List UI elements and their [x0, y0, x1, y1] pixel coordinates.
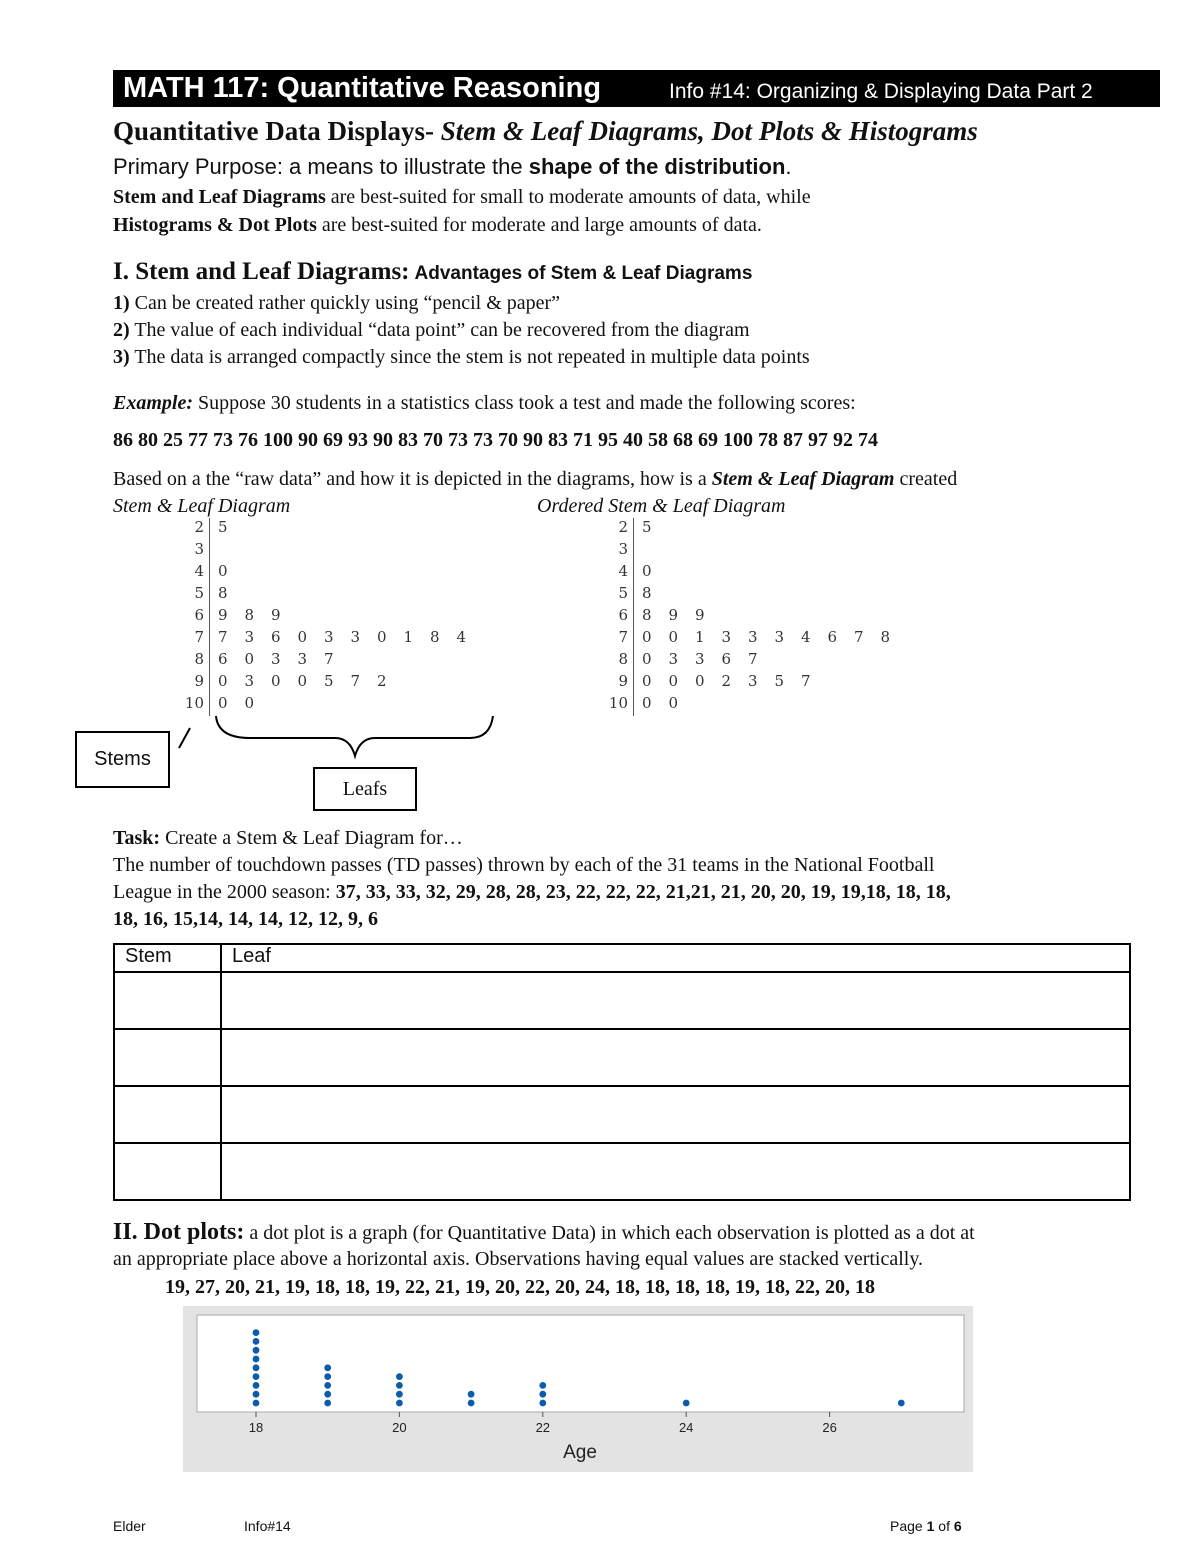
- stem-value: 3: [618, 540, 628, 558]
- stem-value: 5: [194, 584, 204, 602]
- x-tick-label: 26: [822, 1420, 837, 1435]
- suited1-bold: Stem and Leaf Diagrams: [113, 186, 326, 208]
- section1-title: I. Stem and Leaf Diagrams:: [113, 258, 410, 285]
- leaf-cell[interactable]: [221, 1143, 1130, 1200]
- leaf-cell[interactable]: [221, 1029, 1130, 1086]
- footer-page-number: 1: [926, 1518, 935, 1534]
- dot-point: [253, 1364, 260, 1371]
- dot-point: [539, 1400, 546, 1407]
- dot-point: [253, 1329, 260, 1336]
- leaf-value: 9: [271, 606, 281, 624]
- advantage-num: 3): [113, 346, 130, 368]
- stem-divider: [633, 518, 634, 716]
- leaf-value: 6: [827, 628, 838, 646]
- leaf-value: 3: [244, 628, 255, 646]
- x-axis-label: Age: [563, 1442, 597, 1463]
- stem-value: 4: [194, 562, 204, 580]
- leaf-value: 8: [218, 584, 228, 602]
- dot-point: [253, 1400, 260, 1407]
- leaf-value: 0: [668, 672, 679, 690]
- callout-graphics: [170, 710, 500, 770]
- leaf-value: 3: [324, 628, 334, 646]
- leafs-callout: Leafs: [313, 767, 417, 811]
- example-text: Suppose 30 students in a statistics class took a test and made the following scores:: [198, 392, 856, 414]
- ordered-stem-leaf-diagram: [592, 518, 932, 718]
- footer-author: Elder: [113, 1518, 146, 1534]
- leaf-value: 8: [642, 606, 652, 624]
- suited-line-2: [113, 214, 762, 237]
- stem-value: 7: [194, 628, 204, 646]
- dotplot-data: 19, 27, 20, 21, 19, 18, 18, 19, 22, 21, 19, 20, 22, 20, 24, 18, 18, 18, 18, 19, 18, 22, 20, 18: [165, 1276, 875, 1298]
- task-line3-prefix: League in the 2000 season:: [113, 881, 331, 903]
- footer-page-total: 6: [953, 1518, 962, 1534]
- purpose-prefix: Primary Purpose: a means to illustrate the: [113, 154, 523, 179]
- advantage-2: [113, 319, 750, 342]
- leaf-value: 0: [244, 694, 255, 712]
- stem-value: 6: [194, 606, 204, 624]
- purpose-line: [113, 154, 792, 180]
- stem-value: 4: [618, 562, 628, 580]
- leaf-value: 0: [218, 672, 228, 690]
- leaf-value: 9: [668, 606, 679, 624]
- leaf-value: 3: [748, 628, 758, 646]
- leaf-cell[interactable]: [221, 972, 1130, 1029]
- task-line: [113, 827, 463, 850]
- task-line-4: 18, 16, 15,14, 14, 14, 12, 12, 9, 6: [113, 908, 378, 930]
- leaf-value: 1: [403, 628, 414, 646]
- leaf-value: 8: [880, 628, 891, 646]
- leaf-values: [218, 562, 245, 580]
- dot-point: [253, 1391, 260, 1398]
- leaf-value: 0: [642, 694, 652, 712]
- dot-point: [396, 1373, 403, 1380]
- leaf-value: 3: [668, 650, 679, 668]
- leaf-values: [642, 650, 775, 668]
- leaf-value: 0: [218, 694, 228, 712]
- leaf-value: 0: [642, 562, 652, 580]
- dot-point: [253, 1373, 260, 1380]
- suited2-rest: are best-suited for moderate and large amounts of data.: [321, 214, 762, 236]
- dot-point: [396, 1400, 403, 1407]
- dot-point: [539, 1391, 546, 1398]
- dot-point: [324, 1382, 331, 1389]
- leaf-value: 9: [695, 606, 705, 624]
- leaf-value: 8: [430, 628, 440, 646]
- leaf-value: 3: [695, 650, 705, 668]
- leaf-value: 7: [218, 628, 228, 646]
- leaf-value: 3: [350, 628, 361, 646]
- dot-point: [253, 1382, 260, 1389]
- section1-subtitle: Advantages of Stem & Leaf Diagrams: [414, 263, 753, 284]
- leaf-value: 5: [774, 672, 785, 690]
- title-sub: Stem & Leaf Diagrams, Dot Plots & Histograms: [440, 116, 978, 146]
- section2-text: a dot plot is a graph (for Quantitative Data) in which each observation is plotted as a dot at: [249, 1222, 975, 1244]
- leaf-value: 0: [271, 672, 281, 690]
- leaf-values: [642, 518, 669, 536]
- title-main: Quantitative Data Displays-: [113, 116, 435, 146]
- stem-cell[interactable]: [114, 972, 221, 1029]
- dot-point: [898, 1400, 905, 1407]
- leaf-value: 1: [695, 628, 705, 646]
- leaf-value: 9: [218, 606, 228, 624]
- section2-line: [113, 1219, 975, 1246]
- stem-value: 6: [618, 606, 628, 624]
- stem-value: 2: [618, 518, 628, 536]
- dot-point: [468, 1391, 475, 1398]
- diagram2-title: Ordered Stem & Leaf Diagram: [537, 495, 786, 517]
- task-text: Create a Stem & Leaf Diagram for…: [165, 827, 463, 849]
- leaf-value: 3: [721, 628, 732, 646]
- leaf-value: 0: [642, 650, 652, 668]
- task-line-3: [113, 881, 951, 904]
- leaf-value: 3: [297, 650, 308, 668]
- table-header-leaf: Leaf: [221, 944, 1130, 972]
- advantage-1: [113, 292, 560, 315]
- dot-point: [324, 1391, 331, 1398]
- advantage-text: Can be created rather quickly using “pencil & paper”: [134, 292, 561, 314]
- page-title: [113, 116, 978, 147]
- footer-page-prefix: Page: [890, 1518, 923, 1534]
- header-bar: [113, 70, 1160, 107]
- stem-cell[interactable]: [114, 1029, 221, 1086]
- table-header-stem: Stem: [114, 944, 221, 972]
- dot-point: [253, 1347, 260, 1354]
- leaf-value: 6: [721, 650, 732, 668]
- based-bold: Stem & Leaf Diagram: [711, 468, 895, 490]
- leaf-value: 0: [642, 672, 652, 690]
- leaf-values: [642, 694, 695, 712]
- leaf-values: [218, 672, 404, 690]
- leaf-value: 7: [748, 650, 758, 668]
- leaf-values: [218, 584, 245, 602]
- suited-line-1: [113, 186, 811, 209]
- stem-divider: [209, 518, 210, 716]
- leaf-value: 3: [271, 650, 281, 668]
- leaf-value: 5: [642, 518, 652, 536]
- leaf-value: 0: [377, 628, 387, 646]
- leaf-value: 6: [271, 628, 281, 646]
- leaf-value: 0: [297, 672, 308, 690]
- footer-info: Info#14: [244, 1518, 291, 1534]
- based-prefix: Based on a the “raw data” and how it is depicted in the diagrams, how is a: [113, 468, 707, 490]
- based-line: [113, 468, 957, 491]
- x-tick-label: 18: [248, 1420, 264, 1435]
- suited1-rest: are best-suited for small to moderate amounts of data, while: [330, 186, 811, 208]
- section2-line-2: an appropriate place above a horizontal axis. Observations having equal values are stacked vertically.: [113, 1248, 924, 1270]
- dot-point: [396, 1382, 403, 1389]
- leaf-values: [642, 672, 828, 690]
- task-label: Task:: [113, 827, 161, 849]
- leaf-value: 7: [854, 628, 864, 646]
- advantage-num: 1): [113, 292, 130, 314]
- purpose-bold: shape of the distribution: [528, 154, 786, 179]
- example-scores: 86 80 25 77 73 76 100 90 69 93 90 83 70 73 73 70 90 83 71 95 40 58 68 69 100 78 87 97 92 74: [113, 429, 878, 451]
- dot-point: [683, 1400, 690, 1407]
- x-tick-label: 20: [392, 1420, 407, 1435]
- dot-point: [468, 1400, 475, 1407]
- leaf-values: [642, 562, 669, 580]
- stem-leaf-worksheet-table: [113, 943, 1131, 1201]
- leaf-value: 2: [721, 672, 732, 690]
- section2-title: II. Dot plots:: [113, 1219, 245, 1245]
- leaf-values: [642, 606, 722, 624]
- leaf-value: 5: [324, 672, 334, 690]
- stems-callout: Stems: [75, 731, 170, 788]
- leaf-value: 5: [218, 518, 228, 536]
- dot-point: [253, 1338, 260, 1345]
- stem-value: 10: [184, 694, 204, 712]
- leaf-values: [218, 650, 351, 668]
- based-suffix: created: [899, 468, 958, 490]
- stem-value: 5: [618, 584, 628, 602]
- leaf-values: [218, 606, 298, 624]
- x-tick-label: 22: [535, 1420, 551, 1435]
- stems-pointer: [179, 728, 190, 748]
- stem-value: 9: [618, 672, 628, 690]
- leaf-value: 4: [456, 628, 467, 646]
- leaf-value: 0: [668, 628, 679, 646]
- plot-area: [197, 1315, 964, 1412]
- stem-value: 8: [194, 650, 204, 668]
- leaf-values: [218, 628, 483, 646]
- x-tick-label: 24: [678, 1420, 694, 1435]
- leaf-value: 3: [244, 672, 255, 690]
- dot-point: [324, 1373, 331, 1380]
- leaf-cell[interactable]: [221, 1086, 1130, 1143]
- leaf-value: 0: [695, 672, 705, 690]
- stem-leaf-diagram: [168, 518, 508, 718]
- leaf-value: 3: [774, 628, 785, 646]
- leaf-value: 0: [642, 628, 652, 646]
- dot-point: [253, 1356, 260, 1363]
- leaf-values: [642, 584, 669, 602]
- leaf-value: 0: [297, 628, 308, 646]
- leaf-value: 4: [801, 628, 811, 646]
- leaf-value: 8: [642, 584, 652, 602]
- suited2-bold: Histograms & Dot Plots: [113, 214, 317, 236]
- leaf-value: 2: [377, 672, 387, 690]
- section1-heading: [113, 258, 752, 286]
- stem-cell[interactable]: [114, 1143, 221, 1200]
- task-line-2: The number of touchdown passes (TD passes) thrown by each of the 31 teams in the National Football: [113, 854, 935, 876]
- dot-plot-chart: [183, 1306, 973, 1472]
- advantage-3: [113, 346, 810, 369]
- stem-value: 3: [194, 540, 204, 558]
- example-label: Example:: [113, 392, 193, 414]
- leaf-value: 7: [324, 650, 334, 668]
- leaf-value: 8: [244, 606, 255, 624]
- advantage-text: The data is arranged compactly since the stem is not repeated in multiple data points: [134, 346, 810, 368]
- stem-value: 2: [194, 518, 204, 536]
- info-title: Info #14: Organizing & Displaying Data Part 2: [669, 80, 1093, 103]
- stem-cell[interactable]: [114, 1086, 221, 1143]
- dot-point: [539, 1382, 546, 1389]
- example-line: [113, 392, 856, 415]
- diagram1-title: Stem & Leaf Diagram: [113, 495, 291, 517]
- leaf-value: 7: [350, 672, 361, 690]
- advantage-num: 2): [113, 319, 130, 341]
- purpose-suffix: .: [785, 154, 792, 179]
- leaf-value: 3: [748, 672, 758, 690]
- advantage-text: The value of each individual “data point” can be recovered from the diagram: [134, 319, 750, 341]
- dot-point: [324, 1364, 331, 1371]
- leafs-brace: [216, 716, 493, 756]
- leaf-value: 0: [218, 562, 228, 580]
- footer-page: [890, 1518, 962, 1534]
- stem-value: 8: [618, 650, 628, 668]
- stem-value: 10: [608, 694, 628, 712]
- stem-value: 9: [194, 672, 204, 690]
- dot-point: [396, 1391, 403, 1398]
- leaf-value: 6: [218, 650, 228, 668]
- course-title: MATH 117: Quantitative Reasoning: [123, 72, 602, 104]
- task-line3-bold: 37, 33, 33, 32, 29, 28, 28, 23, 22, 22, 22, 21,21, 21, 20, 20, 19, 19,18, 18, 18,: [335, 881, 951, 903]
- leaf-value: 0: [668, 694, 679, 712]
- dot-point: [324, 1400, 331, 1407]
- leaf-values: [642, 628, 907, 646]
- footer-of: of: [938, 1518, 950, 1534]
- leaf-values: [218, 518, 245, 536]
- stem-value: 7: [618, 628, 628, 646]
- leaf-value: 0: [244, 650, 255, 668]
- leaf-value: 7: [801, 672, 811, 690]
